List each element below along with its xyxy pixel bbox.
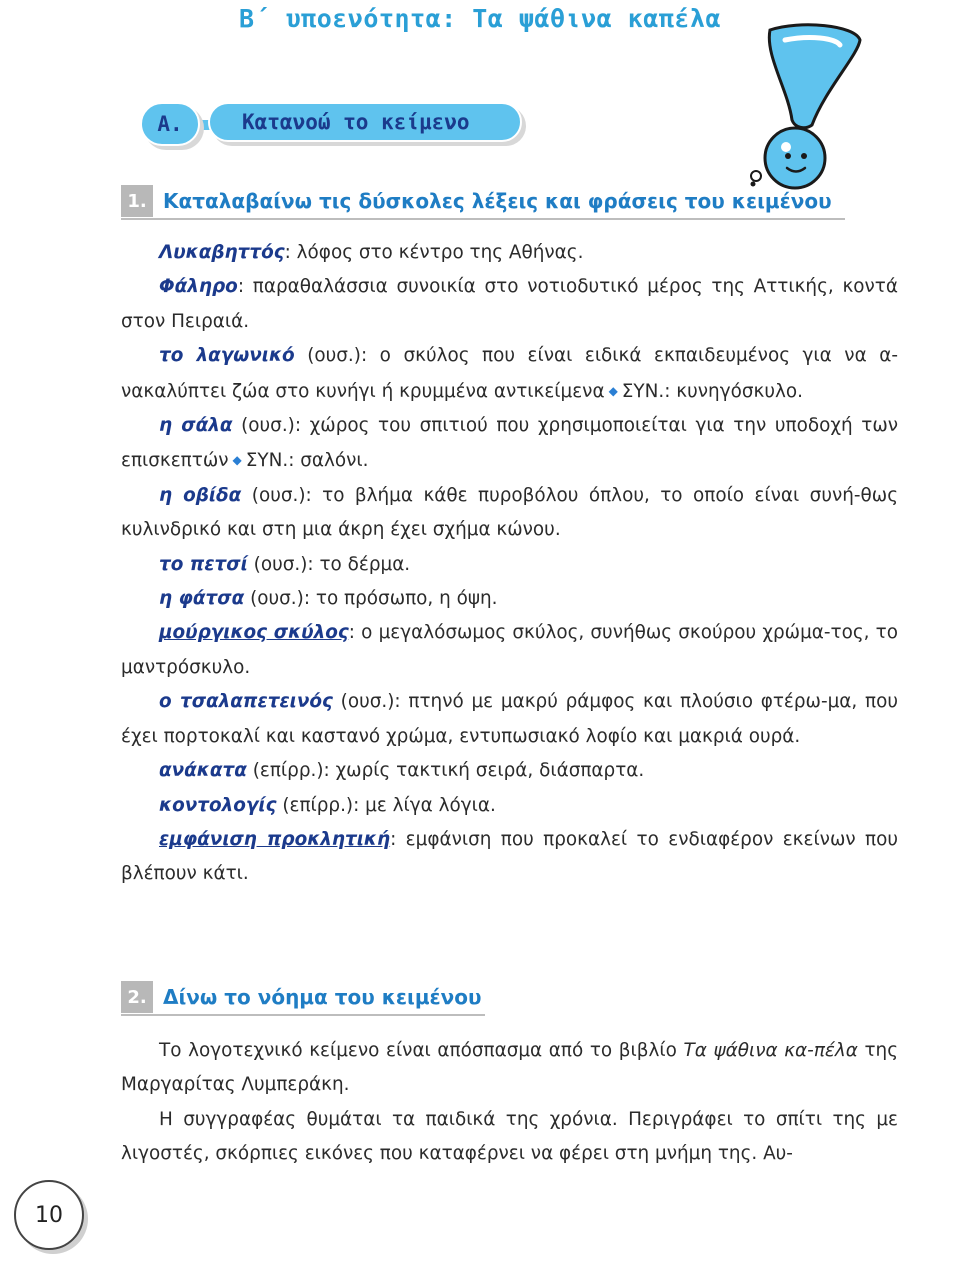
glossary-definition: παραθαλάσσια συνοικία στο νοτιοδυτικό μέρος της Αττικής, κοντά στον Πειραιά.	[121, 276, 899, 332]
diamond-bullet-icon: ◆	[608, 383, 618, 398]
glossary-entry: μούργικος σκύλος: ο μεγαλόσωμος σκύλος, συνήθως σκούρου χρώμα-τος, το μαντρόσκυλο.	[121, 622, 898, 678]
glossary-entry: κοντολογίς (επίρρ.): με λίγα λόγια.	[159, 794, 496, 816]
glossary-abbr: (ουσ.)	[307, 345, 361, 367]
glossary-definition: το δέρμα.	[319, 553, 411, 575]
glossary-term: η φάτσα	[159, 588, 245, 610]
body-text	[121, 1034, 898, 1172]
glossary-term: μούργικος σκύλος	[159, 622, 349, 644]
glossary-term: η οβίδα	[159, 484, 242, 506]
glossary-entry: η σάλα (ουσ.): χώρος του σπιτιού που χρησιμοποιείται για την υποδοχή των επισκεπτών ◆ ΣΥΝ.: σαλόνι.	[121, 415, 898, 472]
glossary-entry: ο τσαλαπετεινός (ουσ.): πτηνό με μακρύ ράμφος και πλούσιο φτέρω-μα, που έχει πορτοκαλί και καστανό χρώμα, εντυπωσιακό λοφίο και μακριά ουρά.	[121, 691, 898, 747]
glossary-term: Λυκαβηττός	[159, 242, 285, 263]
glossary-abbr: (ουσ.)	[241, 415, 295, 437]
banner-label: Κατανοώ το κείμενο	[208, 102, 522, 142]
glossary-definition: ο σκύλος που είναι ειδικά εκπαιδευμένος για να α-νακαλύπτει ζώα στο κυνήγι ή κρυμμένα αντικείμενα	[121, 345, 898, 402]
glossary-abbr: (επίρρ.)	[252, 760, 324, 782]
glossary-term: εμφάνιση προκλητική	[159, 828, 391, 850]
glossary-synonym: ΣΥΝ.: κυνηγόσκυλο.	[621, 380, 803, 402]
exclamation-mascot-icon	[740, 20, 870, 200]
glossary-entry: η οβίδα (ουσ.): το βλήμα κάθε πυροβόλου όπλου, το οποίο είναι συνή-θως κυλινδρικό και στη μια άκρη έχει σχήμα κώνου.	[121, 484, 898, 541]
glossary-definition: το πρόσωπο, η όψη.	[315, 588, 498, 610]
glossary-synonym: ΣΥΝ.: σαλόνι.	[245, 450, 369, 472]
glossary-entry: ανάκατα (επίρρ.): χωρίς τακτική σειρά, διάσπαρτα.	[159, 760, 645, 782]
section-number: 2.	[121, 981, 153, 1013]
glossary-term: Φάληρο	[159, 276, 238, 298]
glossary-definition: ο μεγαλόσωμος σκύλος, συνήθως σκούρου χρώμα-τος, το μαντρόσκυλο.	[121, 622, 898, 678]
glossary-term: το πετσί	[159, 553, 248, 575]
section-banner	[140, 96, 530, 152]
glossary-abbr: (ουσ.)	[251, 484, 306, 506]
glossary-term: η σάλα	[159, 415, 233, 437]
glossary-abbr: (ουσ.)	[250, 588, 304, 610]
body-text-segment: Το λογοτεχνικό κείμενο είναι απόσπασμα από το βιβλίο	[159, 1040, 677, 1061]
glossary-definition: χώρος του σπιτιού που χρησιμοποιείται για την υποδοχή των επισκεπτών	[121, 415, 898, 472]
book-title: Τα ψάθινα κα-πέλα	[683, 1040, 858, 1061]
glossary-definition: πτηνό με μακρύ ράμφος και πλούσιο φτέρω-μα, που έχει πορτοκαλί και καστανό χρώμα, εντυπωσιακό λοφίο και μακριά ουρά.	[121, 691, 898, 747]
glossary-entry: η φάτσα (ουσ.): το πρόσωπο, η όψη.	[159, 588, 498, 610]
glossary-term: κοντολογίς	[159, 794, 277, 816]
page-number: 10	[22, 1188, 76, 1242]
glossary-definition: με λίγα λόγια.	[365, 794, 496, 816]
section-heading-2	[121, 980, 485, 1016]
glossary-definition: χωρίς τακτική σειρά, διάσπαρτα.	[335, 760, 645, 782]
section-title: Δίνω το νόημα του κειμένου	[163, 985, 482, 1009]
diamond-bullet-icon: ◆	[232, 453, 242, 468]
body-paragraph: Η συγγραφέας θυμάται τα παιδικά της χρόνια. Περιγράφει το σπίτι της με λιγοστές, σκόρπιες εικόνες που καταφέρνει να φέρει στη μνήμη της. Αυ-	[121, 1108, 898, 1165]
section-heading-1	[121, 184, 845, 220]
section-number: 1.	[121, 185, 153, 217]
page-title: Β΄ υποενότητα: Τα ψάθινα καπέλα	[238, 4, 722, 33]
page-number-badge	[14, 1180, 88, 1254]
body-text-segment: της Μαργαρίτας Λυμπεράκη.	[121, 1040, 898, 1096]
glossary-term: το λαγωνικό	[159, 345, 295, 367]
banner-letter: Α.	[140, 102, 200, 146]
glossary-definition: το βλήμα κάθε πυροβόλου όπλου, το οποίο είναι συνή-θως κυλινδρικό και στη μια άκρη έχει σχήμα κώνου.	[121, 484, 898, 541]
glossary-term: ανάκατα	[159, 760, 247, 782]
glossary-entry: εμφάνιση προκλητική: εμφάνιση που προκαλεί το ενδιαφέρον εκείνων που βλέπουν κάτι.	[121, 828, 898, 885]
glossary	[121, 236, 898, 892]
glossary-entry: το πετσί (ουσ.): το δέρμα.	[159, 553, 411, 575]
glossary-entry: το λαγωνικό (ουσ.): ο σκύλος που είναι ειδικά εκπαιδευμένος για να α-νακαλύπτει ζώα στο κυνήγι ή κρυμμένα αντικείμενα ◆ ΣΥΝ.: κυνηγόσκυλο.	[121, 345, 898, 402]
glossary-abbr: (ουσ.)	[253, 553, 308, 575]
glossary-definition: λόφος στο κέντρο της Αθήνας.	[296, 242, 584, 263]
section-title: Καταλαβαίνω τις δύσκολες λέξεις και φράσεις του κειμένου	[163, 189, 832, 213]
glossary-definition: εμφάνιση που προκαλεί το ενδιαφέρον εκείνων που βλέπουν κάτι.	[121, 828, 898, 885]
body-paragraph	[121, 1034, 898, 1103]
glossary-entry: Φάληρο: παραθαλάσσια συνοικία στο νοτιοδυτικό μέρος της Αττικής, κοντά στον Πειραιά.	[121, 276, 899, 332]
glossary-term: ο τσαλαπετεινός	[159, 691, 333, 713]
glossary-entry: Λυκαβηττός: λόφος στο κέντρο της Αθήνας.	[159, 242, 584, 263]
glossary-abbr: (επίρρ.)	[282, 794, 354, 816]
glossary-abbr: (ουσ.)	[340, 691, 395, 713]
